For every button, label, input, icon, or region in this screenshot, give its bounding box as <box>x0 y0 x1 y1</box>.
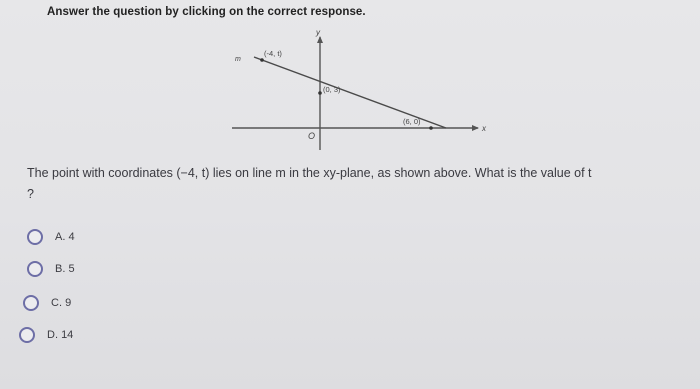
option-a-label <box>55 231 75 243</box>
radio-button[interactable] <box>27 229 43 245</box>
option-letter: B. <box>55 263 66 275</box>
line-m-label: m <box>235 56 241 63</box>
radio-button[interactable] <box>19 327 35 343</box>
coordinate-graph <box>0 0 700 160</box>
option-b-label <box>55 263 75 275</box>
point-a-label: (-4, t) <box>264 49 282 58</box>
option-value: 9 <box>65 297 72 309</box>
point-a <box>260 58 264 62</box>
point-c <box>429 126 433 130</box>
point-b-label: (0, 3) <box>323 85 341 94</box>
option-value: 4 <box>68 231 75 243</box>
option-d-label <box>47 329 73 341</box>
y-axis-arrow <box>317 36 323 43</box>
x-axis-label: x <box>482 124 486 133</box>
point-c-label: (6, 0) <box>403 117 421 126</box>
x-axis-arrow <box>472 125 479 131</box>
option-letter: D. <box>47 329 58 341</box>
option-d[interactable] <box>19 327 73 343</box>
option-c[interactable] <box>23 295 71 311</box>
option-b[interactable] <box>27 261 75 277</box>
origin-label: O <box>308 131 316 141</box>
option-a[interactable] <box>27 229 75 245</box>
radio-button[interactable] <box>27 261 43 277</box>
y-axis-label: y <box>316 28 320 37</box>
option-letter: A. <box>55 231 66 243</box>
radio-button[interactable] <box>23 295 39 311</box>
option-c-label <box>51 297 71 309</box>
question-text: The point with coordinates (−4, t) lies on line m in the xy-plane, as shown above. What is the value of t <box>27 166 592 180</box>
point-b <box>318 91 322 95</box>
option-value: 5 <box>68 263 75 275</box>
option-value: 14 <box>61 329 74 341</box>
option-letter: C. <box>51 297 62 309</box>
instruction-text: Answer the question by clicking on the correct response. <box>47 6 366 18</box>
question-continuation: ? <box>27 187 34 201</box>
